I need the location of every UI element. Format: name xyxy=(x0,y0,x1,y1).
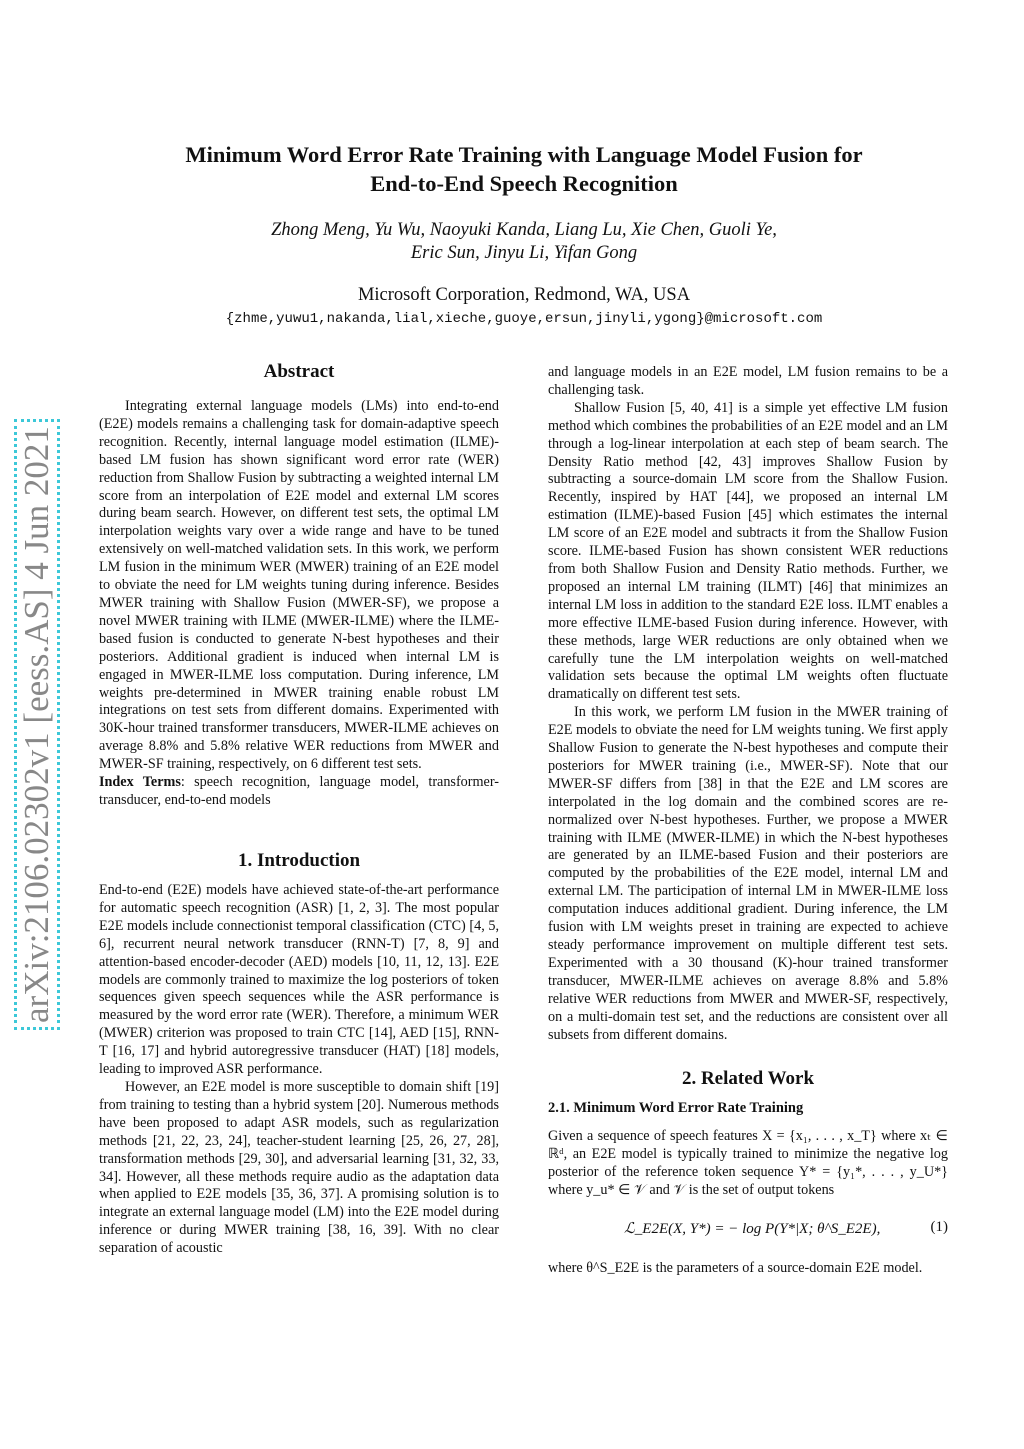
authors xyxy=(100,219,948,265)
title-line-2: End-to-End Speech Recognition xyxy=(370,171,678,196)
index-terms-label: Index Terms xyxy=(99,774,181,791)
equation-formula: ℒ_E2E(X, Y*) = − log P(Y*|X; θ^S_E2E), xyxy=(624,1221,881,1237)
index-terms xyxy=(99,774,499,810)
arxiv-stamp[interactable]: arXiv:2106.02302v1 [eess.AS] 4 Jun 2021 xyxy=(14,419,60,1030)
where-text xyxy=(548,1260,948,1278)
mwer-body xyxy=(548,1128,948,1200)
affiliation: Microsoft Corporation, Redmond, WA, USA xyxy=(357,285,691,305)
introduction-body xyxy=(99,882,499,1258)
left-column xyxy=(99,398,499,810)
index-terms-text: : speech recognition, language model, transformer-transducer, end-to-end models xyxy=(99,774,499,808)
mwer-subheading: 2.1. Minimum Word Error Rate Training xyxy=(548,1100,804,1116)
right-column xyxy=(548,364,948,1044)
right-paragraph-1: and language models in an E2E model, LM fusion remains to be a challenging task. xyxy=(548,364,948,398)
intro-paragraph-2: However, an E2E model is more susceptible to domain shift [19] from training to testing than a hybrid system [20]. Numerous methods have been proposed to adapt ASR models, such as regularization methods [21, 22, 23, 24], teacher-student learning [25, 26, 27, 28], transformation methods [29, 30], and adversarial learning [31, 32, 33, 34]. However, all these methods require audio as the adaptation data when applied to E2E models [35, 36, 37]. A promising solution is to integrate an external language model (LM) into the E2E model during inference or during MWER training [38, 16, 39]. With no clear separation of acoustic xyxy=(99,1078,499,1257)
abstract-text: Integrating external language models (LMs) into end-to-end (E2E) models remains a challenging task for domain-adaptive speech recognition. Recently, internal language model estimation (ILME)-based LM fusion has shown significant word error rate (WER) reduction from Shallow Fusion by subtracting a weighted internal LM score from an interpolation of E2E model and external LM scores during beam search. However, on different test sets, the optimal LM interpolation weights vary over a wide range and have to be tuned extensively on well-matched validation sets. In this work, we perform LM fusion in the minimum WER (MWER) training of an E2E model to obviate the need for LM weights tuning during inference. Besides MWER training with Shallow Fusion (MWER-SF), we propose a novel MWER training with ILME (MWER-ILME) where the ILME-based fusion is conducted to generate N-best hypotheses and their posteriors. Additional gradient is induced when internal LM is engaged in MWER-ILME loss computation. During inference, LM weights pre-determined in MWER training enable robust LM integrations on test sets from different domains. Experimented with 30K-hour trained transformer transducers, MWER-ILME achieves on average 8.8% and 5.8% relative WER reductions from MWER and MWER-SF training, respectively, on 6 different test sets. xyxy=(99,398,499,773)
related-work-heading: 2. Related Work xyxy=(681,1068,815,1089)
title-line-1: Minimum Word Error Rate Training with Language Model Fusion for xyxy=(185,142,863,167)
right-paragraph-3: In this work, we perform LM fusion in the MWER training of E2E models to obviate the need for LM weights tuning. We first apply Shallow Fusion to generate the N-best hypotheses and compute their posteriors for MWER training (i.e., MWER-SF). Note that our MWER-SF differs from [38] in that the E2E and LM scores are interpolated in the log domain and the combined scores are re-normalized over N-best hypotheses. Further, we propose a MWER training with ILME (MWER-ILME) in which the N-best hypotheses are generated by an ILME-based Fusion and their posteriors are computed by the probabilities of the E2E model, internal LM and external LM. The participation of internal LM in MWER-ILME loss computation induces additional gradient. During inference, the LM fusion with LM weights preset in training are expected to achieve steady performance improvement on multiple different test sets. Experimented with a 30 thousand (K)-hour trained transformer transducer, MWER-ILME achieves on average 8.8% and 5.8% relative WER reductions from MWER and MWER-SF, respectively, on a multi-domain test set, and the reductions are consistent over all subsets from different domains. xyxy=(548,704,948,1043)
paper-title xyxy=(100,140,948,198)
authors-line-1: Zhong Meng, Yu Wu, Naoyuki Kanda, Liang Lu, Xie Chen, Guoli Ye, xyxy=(271,220,777,240)
right-paragraph-2: Shallow Fusion [5, 40, 41] is a simple yet effective LM fusion method which combines the probabilities of an E2E model and an LM through a log-linear interpolation at each step of beam search. The Density Ratio method [42, 43] improves Shallow Fusion by subtracting a source-domain LM score from the Shallow Fusion. Recently, inspired by HAT [44], we proposed an internal LM estimation (ILME)-based Fusion [45] which estimates the internal LM score of an E2E model and subtracts it from the Shallow Fusion score. ILME-based Fusion has shown consistent WER reductions from both Shallow Fusion and Density Ratio methods. Further, we proposed an internal LM training (ILMT) [46] that minimizes an internal LM loss in addition to the standard E2E loss. ILMT enables a more effective ILME-based Fusion during inference. However, with these methods, large WER reductions are only obtained when we carefully tune the LM interpolation weights on well-matched validation sets because the optimal LM weights often fluctuate dramatically on different test sets. xyxy=(548,399,948,703)
author-emails: {zhme,yuwu1,nakanda,lial,xieche,guoye,ersun,jinyli,ygong}@microsoft.com xyxy=(225,311,823,327)
where-paragraph: where θ^S_E2E is the parameters of a source-domain E2E model. xyxy=(548,1260,923,1276)
introduction-heading: 1. Introduction xyxy=(237,850,361,871)
authors-line-2: Eric Sun, Jinyu Li, Yifan Gong xyxy=(410,243,638,263)
intro-paragraph-1: End-to-end (E2E) models have achieved state-of-the-art performance for automatic speech recognition (ASR) [1, 2, 3]. The most popular E2E models include connectionist temporal classification (CTC) [4, 5, 6], recurrent neural network transducer (RNN-T) [7, 8, 9] and attention-based encoder-decoder (AED) models [10, 11, 12, 13]. E2E models are commonly trained to maximize the log posteriors of token sequences given speech sequences while the ASR performance is measured by the word error rate (WER). Therefore, a minimum WER (MWER) criterion was proposed to train CTC [14], AED [15], RNN-T [16, 17] and hybrid autoregressive transducer (HAT) [18] models, leading to improved ASR performance. xyxy=(99,882,499,1078)
mwer-paragraph: Given a sequence of speech features X = {x₁, . . . , x_T} where xₜ ∈ ℝᵈ, an E2E model is typically trained to minimize the negative log posterior of the reference token sequence Y* = {y₁*, . . . , y_U*} where y_u* ∈ 𝒱 and 𝒱 is the set of output tokens xyxy=(548,1128,948,1198)
equation-number: (1) xyxy=(930,1219,948,1235)
abstract-heading: Abstract xyxy=(263,361,335,382)
